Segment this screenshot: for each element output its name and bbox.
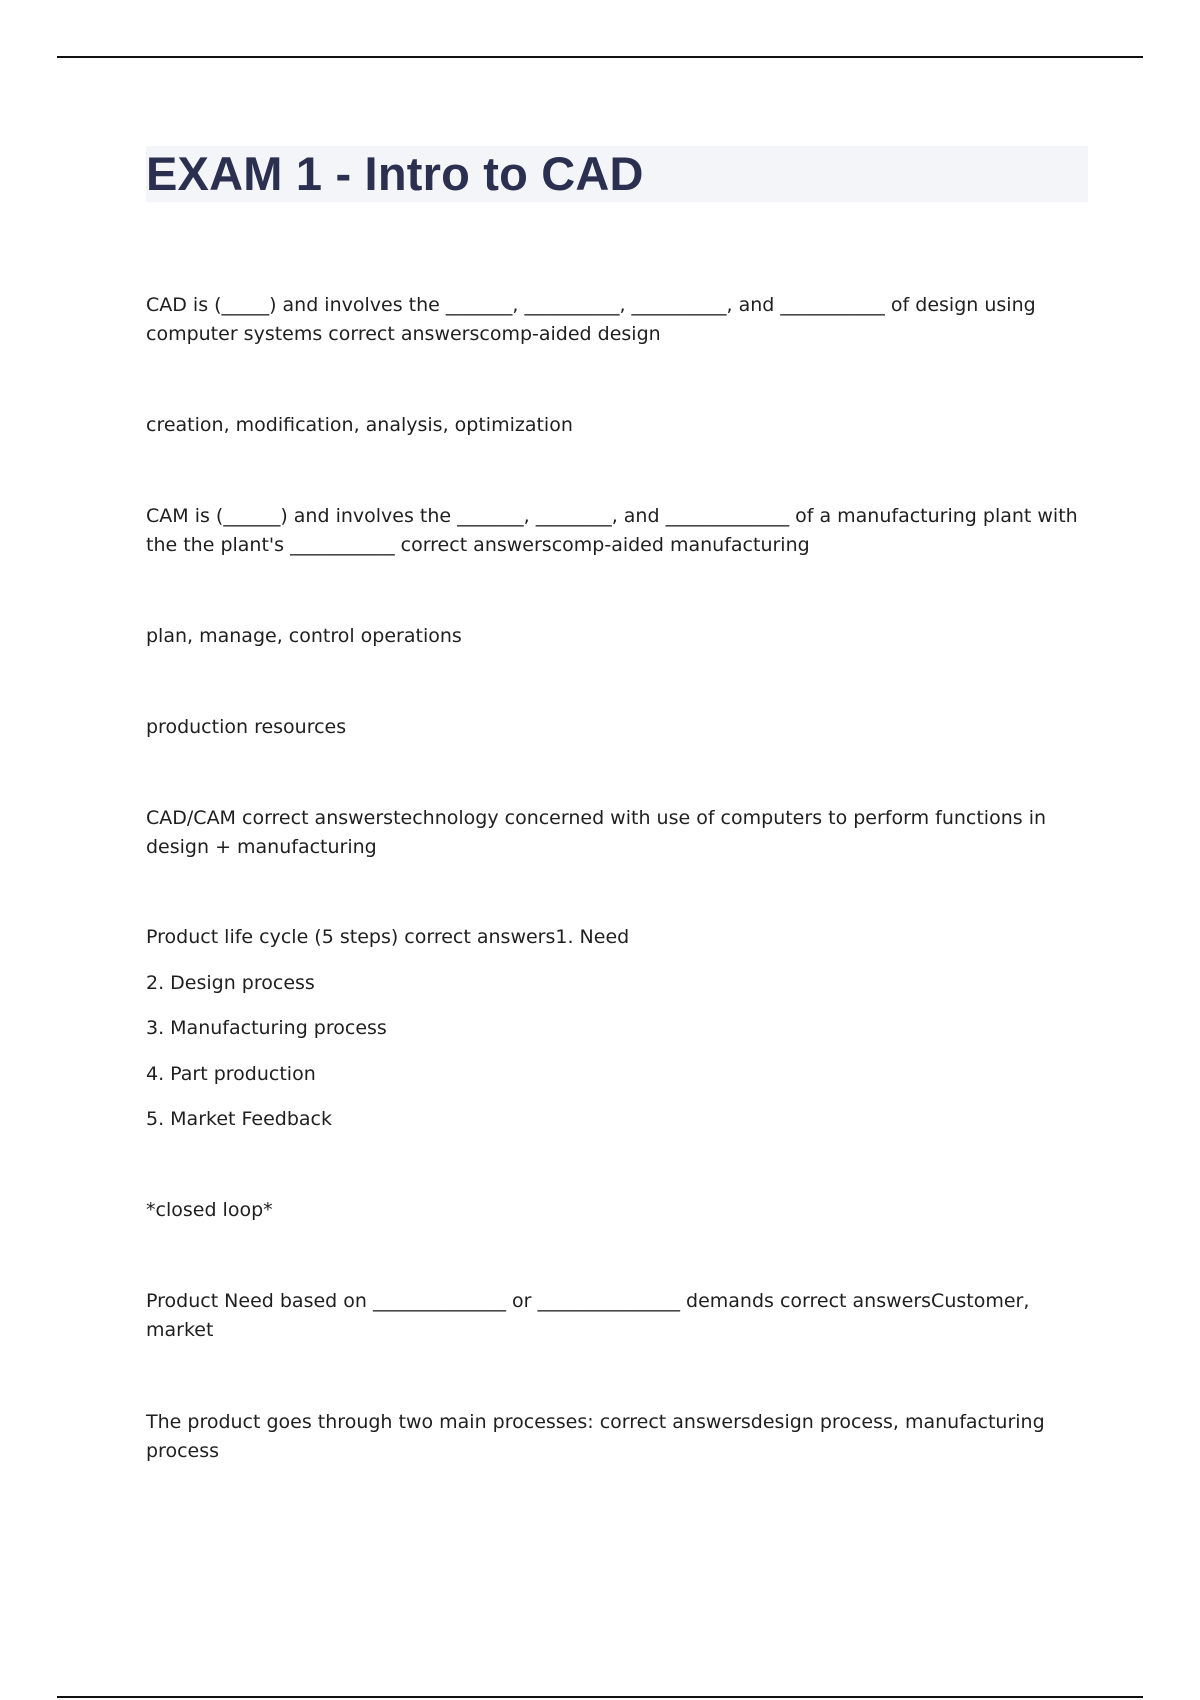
paragraph-two-processes: The product goes through two main processes: correct answersdesign process, manufacturing process: [146, 1411, 1045, 1462]
list-item: 2. Design process: [146, 972, 315, 994]
list-item: 5. Market Feedback: [146, 1108, 333, 1130]
list-item: 3. Manufacturing process: [146, 1017, 387, 1039]
paragraph-product-need: Product Need based on ______________ or _______________ demands correct answersCustomer, market: [146, 1290, 1030, 1341]
paragraph-production-resources: production resources: [146, 716, 347, 738]
paragraph-cadcam: CAD/CAM correct answerstechnology concerned with use of computers to perform functions in design + manufacturing: [146, 807, 1047, 858]
page-title: EXAM 1 - Intro to CAD: [146, 147, 644, 200]
paragraph-cam-definition: CAM is (______) and involves the _______, ________, and _____________ of a manufacturing plant with the the plant's ___________ correct answerscomp-aided manufacturing: [146, 505, 1078, 556]
paragraph-cam-answers: plan, manage, control operations: [146, 625, 462, 647]
paragraph-cad-answers: creation, modification, analysis, optimization: [146, 414, 573, 436]
paragraph-closed-loop: *closed loop*: [146, 1199, 273, 1221]
header-rule: [57, 56, 1143, 58]
paragraph-cad-definition: CAD is (_____) and involves the _______, __________, __________, and ___________ of design using computer systems correct answerscomp-aided design: [146, 294, 1036, 345]
paragraph-life-cycle: Product life cycle (5 steps) correct answers1. Need: [146, 926, 630, 948]
footer-rule: [57, 1696, 1143, 1698]
list-item: 4. Part production: [146, 1063, 316, 1085]
